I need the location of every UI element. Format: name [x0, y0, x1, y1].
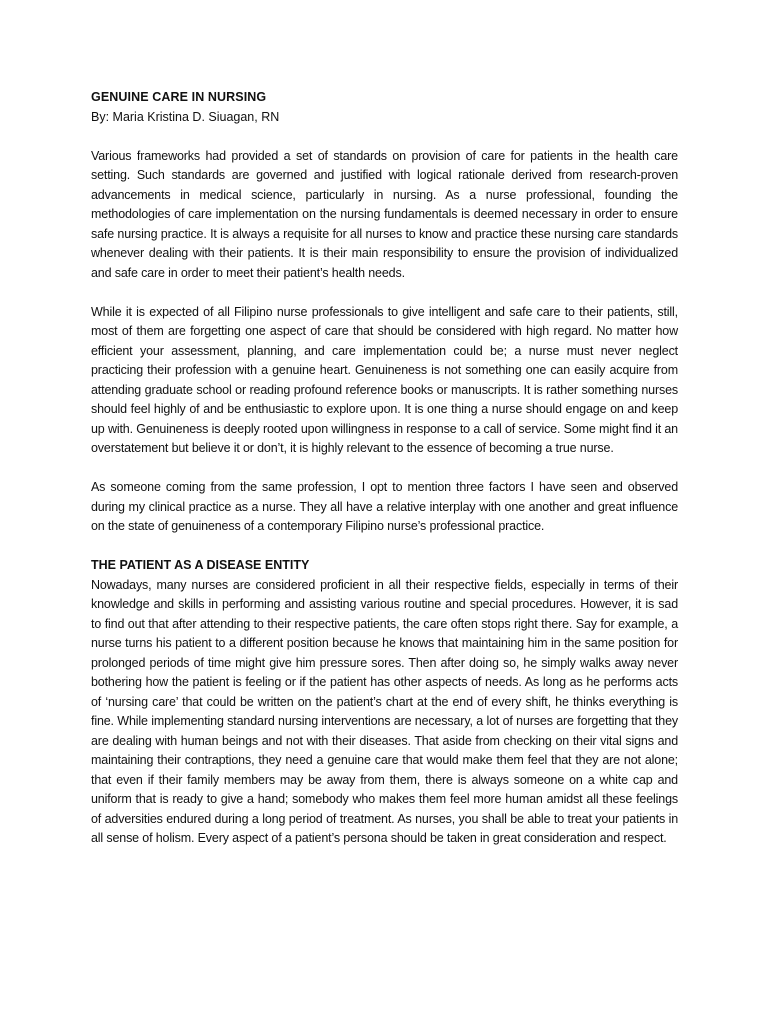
section-heading: THE PATIENT AS A DISEASE ENTITY [91, 558, 310, 572]
paragraph-genuineness: While it is expected of all Filipino nurse professionals to give intelligent and safe care to their patients, still, most of them are forgetting one aspect of care that should be considered with high regard. No matter how efficient your assessment, planning, and care implementation could be; a nurse must never neglect practicing their profession with a genuine heart. Genuineness is not something one can easily acquire from attending graduate school or reading profound reference books or manuscripts. It is rather something nurses should feel highly of and be enthusiastic to explore upon. It is one thing a nurse should engage on and keep up with. Genuineness is deeply rooted upon willingness in response to a call of service. Some might find it an overstatement but believe it or don’t, it is highly relevant to the essence of becoming a true nurse. [91, 304, 678, 455]
section-body: Nowadays, many nurses are considered proficient in all their respective fields, especially in terms of their knowledge and skills in performing and assisting various routine and special procedures. However, it is sad to find out that after attending to their respective patients, the care often stops right there. Say for example, a nurse turns his patient to a different position because he knows that maintaining him in the same position for prolonged periods of time might give him pressure sores. Then after doing so, he simply walks away never bothering how the patient is feeling or if the patient has other aspects of needs. As long as he performs acts of ‘nursing care’ that could be written on the patient’s chart at the end of every shift, he thinks everything is fine. While implementing standard nursing interventions are necessary, a lot of nurses are forgetting that they are dealing with human beings and not with their diseases. That aside from checking on their vital signs and maintaining their contraptions, they need a genuine care that would make them feel that they are not alone; that even if their family members may be away from them, there is always someone on a white cap and uniform that is ready to give a hand; somebody who makes them feel more human amidst all these feelings of adversities endured during a long period of treatment. As nurses, you shall be able to treat your patients in all sense of holism. Every aspect of a patient’s persona should be taken in great consideration and respect. [91, 577, 678, 845]
document-page [91, 88, 678, 849]
document-title: GENUINE CARE IN NURSING [91, 90, 267, 104]
paragraph-intro: Various frameworks had provided a set of standards on provision of care for patients in the health care setting. Such standards are governed and justified with logical rationale derived from research-proven advancements in medical science, particularly in nursing. As a nurse professional, founding the methodologies of care implementation on the nursing fundamentals is deemed necessary in order to ensure safe nursing practice. It is always a requisite for all nurses to know and practice these nursing care standards whenever dealing with their patients. It is their main responsibility to ensure the provision of individualized and safe care in order to meet their patient’s health needs. [91, 148, 678, 280]
document-author: By: Maria Kristina D. Siuagan, RN [91, 109, 280, 124]
paragraph-three-factors: As someone coming from the same profession, I opt to mention three factors I have seen and observed during my clinical practice as a nurse. They all have a relative interplay with one another and great influence on the state of genuineness of a contemporary Filipino nurse’s professional practice. [91, 480, 678, 533]
